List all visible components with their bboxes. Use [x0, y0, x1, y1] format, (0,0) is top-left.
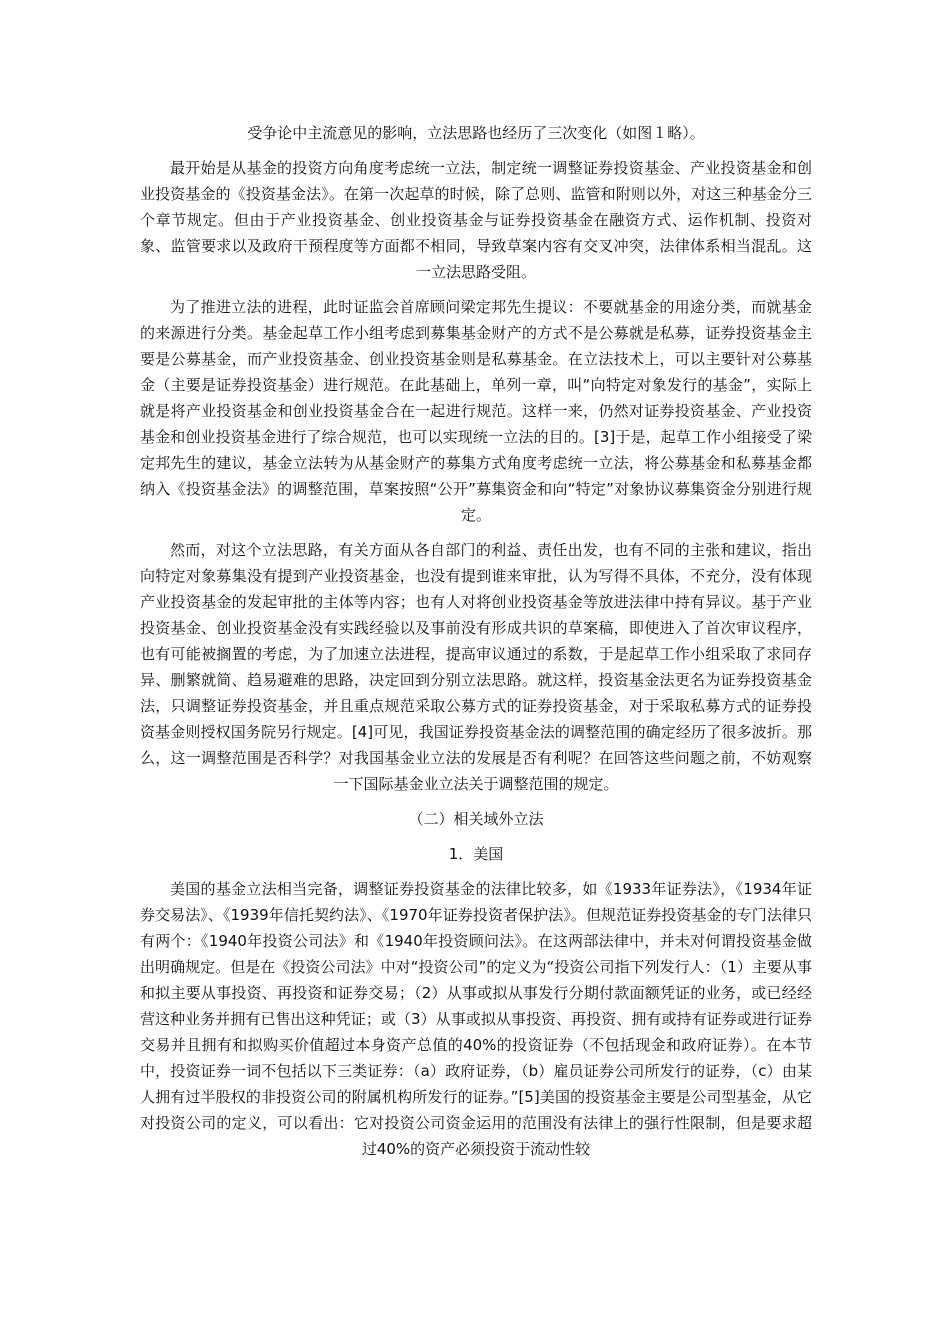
paragraph-intro: 受争论中主流意见的影响，立法思路也经历了三次变化（如图１略）。 — [247, 124, 705, 142]
spacer — [140, 832, 812, 841]
paragraph-first-approach: 最开始是从基金的投资方向角度考虑统一立法，制定统一调整证券投资基金、产业投资基金和创业投资基金的《投资基金法》。在第一次起草的时候，除了总则、监管和附则以外，对这三种基金分三个章节规定。但由于产业投资基金、创业投资基金与证券投资基金在融资方式、运作机制、投资对象、监管要求以及政府干预程度等方面都不相同，导致草案内容有交叉冲突，法律体系相当混乱。这一立法思路受阻。 — [140, 159, 812, 281]
paragraph-usa-law: 美国的基金立法相当完备，调整证券投资基金的法律比较多，如《1933年证券法》，《1934年证券交易法》、《1939年信托契约法》、《1970年证券投资者保护法》。但规范证券投资基金的专门法律只有两个：《1940年投资公司法》和《1940年投资顾问法》。在这两部法律中，并未对何谓投资基金做出明确规定。但是在《投资公司法》中对“投资公司”的定义为“投资公司指下列发行人：（1）主要从事和拟主要从事投资、再投资和证券交易；（2）从事或拟从事发行分期付款面额凭证的业务，或已经经营这种业务并拥有已售出这种凭证；或（3）从事或拟从事投资、再投资、拥有或持有证券或进行证券交易并且拥有和拟购买价值超过本身资产总值的40%的投资证券（不包括现金和政府证券）。在本节中，投资证券一词不包括以下三类证券：（a）政府证券，（b）雇员证券公司所发行的证券，（c）由某人拥有过半股权的非投资公司的附属机构所发行的证券。”[5]美国的投资基金主要是公司型基金，从它对投资公司的定义，可以看出：它对投资公司资金运用的范围没有法律上的强行性限制，但是要求超过40%的资产必须投资于流动性较 — [140, 880, 812, 1158]
spacer — [140, 797, 812, 806]
document-page — [140, 120, 812, 1162]
paragraph-second-approach: 为了推进立法的进程，此时证监会首席顾问梁定邦先生提议：不要就基金的用途分类，而就基金的来源进行分类。基金起草工作小组考虑到募集基金财产的方式不是公募就是私募，证券投资基金主要是公募基金，而产业投资基金、创业投资基金则是私募基金。在立法技术上，可以主要针对公募基金（主要是证券投资基金）进行规范。在此基础上，单列一章，叫“向特定对象发行的基金”，实际上就是将产业投资基金和创业投资基金合在一起进行规范。这样一来，仍然对证券投资基金、产业投资基金和创业投资基金进行了综合规范，也可以实现统一立法的目的。[3]于是，起草工作小组接受了梁定邦先生的建议，基金立法转为从基金财产的募集方式角度考虑统一立法，将公募基金和私募基金都纳入《投资基金法》的调整范围，草案按照“公开”募集资金和向“特定”对象协议募集资金分别进行规定。 — [140, 298, 812, 524]
paragraph-third-approach: 然而，对这个立法思路，有关方面从各自部门的利益、责任出发，也有不同的主张和建议，指出向特定对象募集没有提到产业投资基金，也没有提到谁来审批，认为写得不具体，不充分，没有体现产业投资基金的发起审批的主体等内容；也有人对将创业投资基金等放进法律中持有异议。基于产业投资基金、创业投资基金没有实践经验以及事前没有形成共识的草案稿，即使进入了首次审议程序，也有可能被搁置的考虑，为了加速立法进程，提高审议通过的系数，于是起草工作小组采取了求同存异、删繁就简、趋易避难的思路，决定回到分别立法思路。就这样，投资基金法更名为证券投资基金法，只调整证券投资基金，并且重点规范采取公募方式的证券投资基金，对于采取私募方式的证券投资基金则授权国务院另行规定。[4]可见，我国证券投资基金法的调整范围的确定经历了很多波折。那么，这一调整范围是否科学？对我国基金业立法的发展是否有利呢？在回答这些问题之前，不妨观察一下国际基金业立法关于调整范围的规定。 — [140, 541, 812, 793]
subsection-heading: 1．美国 — [448, 845, 504, 863]
spacer — [140, 867, 812, 876]
section-heading: （二）相关域外立法 — [408, 810, 544, 828]
spacer — [140, 528, 812, 537]
spacer — [140, 285, 812, 294]
spacer — [140, 146, 812, 155]
